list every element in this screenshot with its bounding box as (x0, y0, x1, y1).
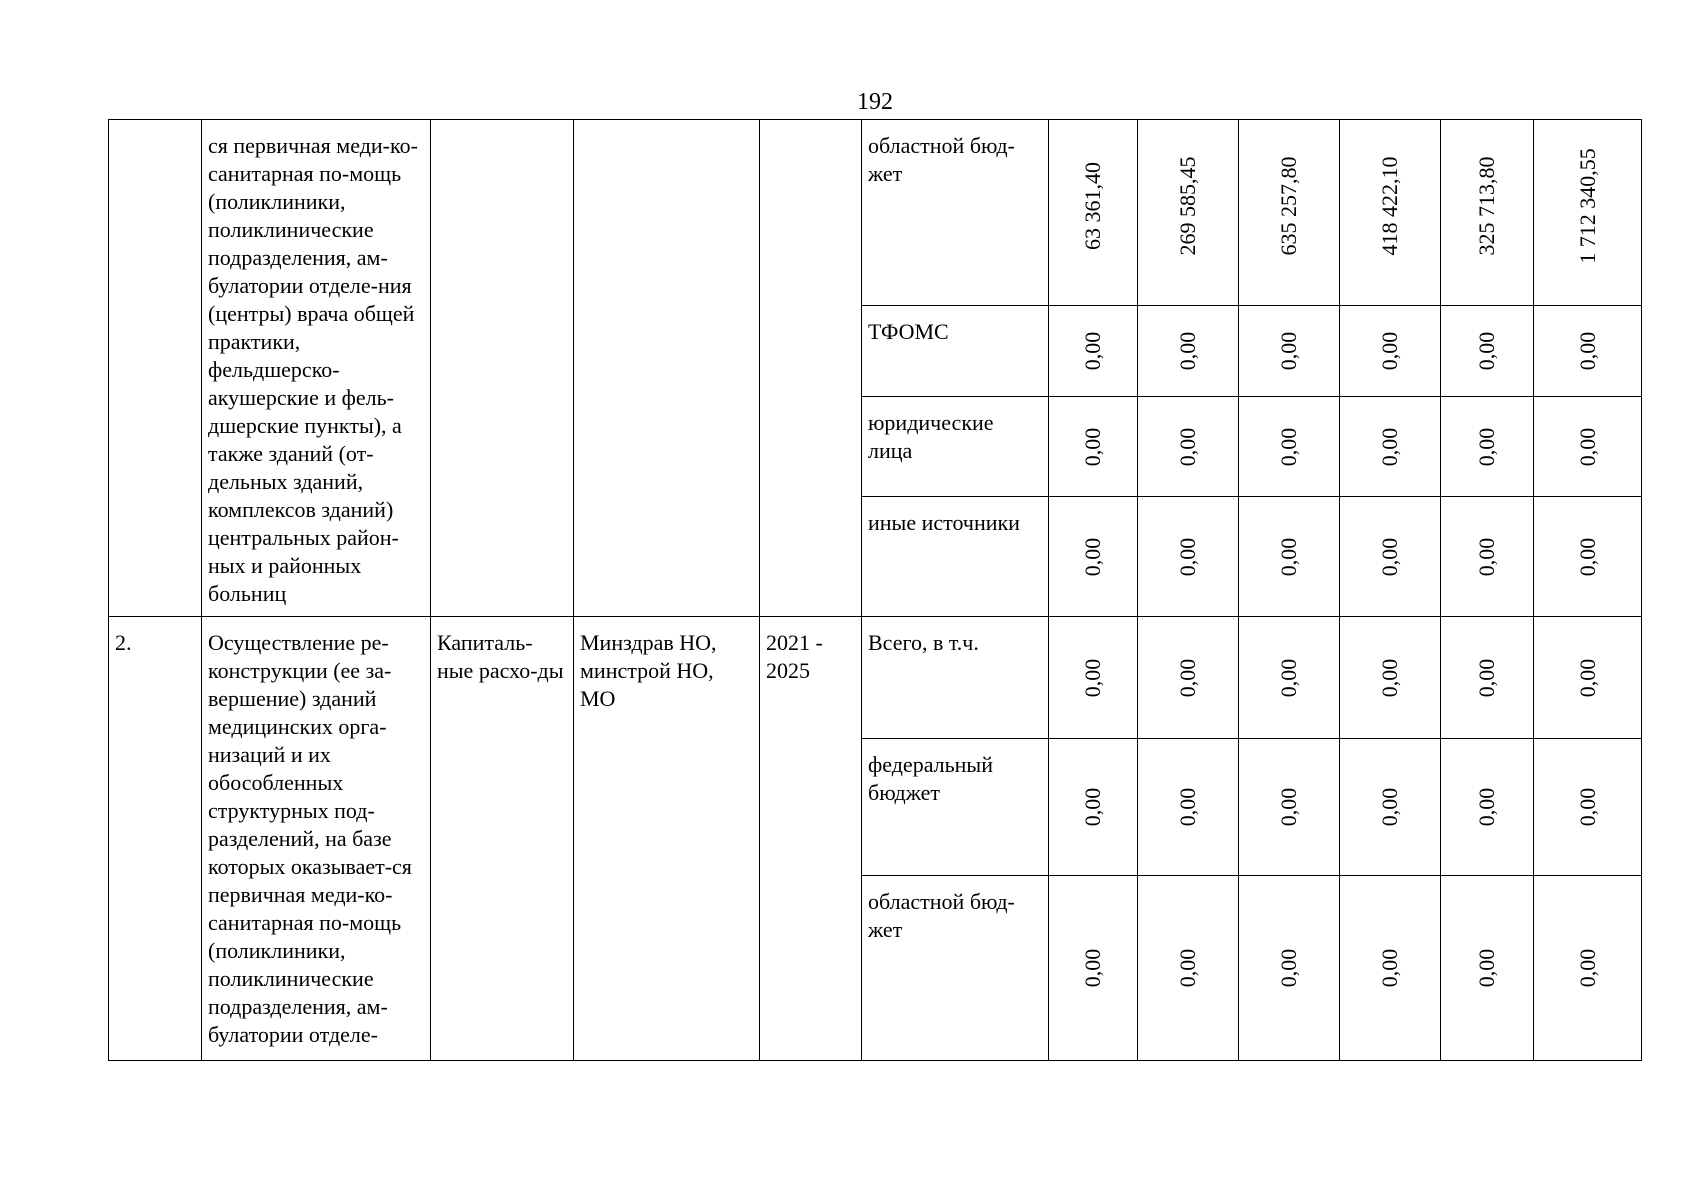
row-number-cell (109, 120, 202, 617)
value-text: 0,00 (1276, 658, 1301, 698)
value-text: 0,00 (1474, 948, 1499, 988)
executors: Минздрав НО, минстрой НО, МО (574, 617, 760, 1061)
value-text: 269 585,45 (1175, 156, 1200, 256)
value-cell (1534, 739, 1642, 876)
executors-cell (574, 120, 760, 617)
value-cell (1534, 397, 1642, 497)
value-cell (1534, 617, 1642, 739)
value-text: 63 361,40 (1080, 162, 1105, 250)
value-text: 0,00 (1080, 427, 1105, 467)
value-text: 0,00 (1574, 427, 1600, 467)
value-text: 0,00 (1377, 948, 1402, 988)
value-text: 0,00 (1276, 537, 1301, 577)
value-cell (1049, 617, 1138, 739)
value-text: 0,00 (1474, 331, 1499, 371)
funding-source: областной бюд-жет (862, 876, 1049, 1061)
row-number: 2. (109, 617, 202, 1061)
value-cell (1049, 397, 1138, 497)
value-cell (1441, 876, 1534, 1061)
value-cell (1138, 306, 1239, 397)
value-text: 0,00 (1574, 658, 1600, 698)
value-cell (1138, 617, 1239, 739)
value-cell (1049, 306, 1138, 397)
value-text: 0,00 (1276, 427, 1301, 467)
value-text: 0,00 (1175, 537, 1200, 577)
value-text: 0,00 (1080, 658, 1105, 698)
value-text: 0,00 (1377, 331, 1402, 371)
value-text: 0,00 (1474, 787, 1499, 827)
budget-table (108, 119, 1642, 1061)
value-cell (1340, 617, 1441, 739)
value-text: 0,00 (1377, 537, 1402, 577)
value-text: 0,00 (1080, 537, 1105, 577)
funding-source: юридические лица (862, 397, 1049, 497)
value-text: 0,00 (1377, 427, 1402, 467)
value-cell (1534, 306, 1642, 397)
value-text: 0,00 (1574, 537, 1600, 577)
value-text: 0,00 (1276, 787, 1301, 827)
value-cell (1441, 306, 1534, 397)
page-number: 192 (857, 89, 893, 115)
value-text: 0,00 (1175, 787, 1200, 827)
value-text: 0,00 (1474, 427, 1499, 467)
value-cell (1340, 306, 1441, 397)
measure-description: ся первичная меди-ко-санитарная по-мощь (поликлиники, поликлинические подразделения, ам-булатории отделе-ния (центры) врача общей практики, фельдшерско-акушерские и фель-дшерские пункты), а также зданий (от-дельных зданий, комплексов зданий) центральных район-ных и районных больниц (202, 120, 431, 617)
value-text: 325 713,80 (1474, 156, 1499, 256)
value-cell (1340, 120, 1441, 306)
value-cell (1239, 739, 1340, 876)
value-cell (1340, 876, 1441, 1061)
value-text: 0,00 (1175, 948, 1200, 988)
value-cell (1049, 120, 1138, 306)
expense-type: Капиталь-ные расхо-ды (431, 617, 574, 1061)
value-text: 635 257,80 (1276, 156, 1301, 256)
value-cell (1534, 497, 1642, 617)
value-text: 0,00 (1377, 658, 1402, 698)
value-cell (1534, 876, 1642, 1061)
value-cell (1239, 876, 1340, 1061)
value-cell (1049, 739, 1138, 876)
value-cell (1239, 617, 1340, 739)
funding-source: областной бюд-жет (862, 120, 1049, 306)
value-cell (1138, 497, 1239, 617)
value-text: 1 712 340,55 (1574, 148, 1600, 264)
value-text: 0,00 (1080, 787, 1105, 827)
value-cell (1239, 120, 1340, 306)
value-cell (1049, 876, 1138, 1061)
period-cell (760, 120, 862, 617)
value-text: 0,00 (1574, 948, 1600, 988)
value-text: 0,00 (1276, 948, 1301, 988)
value-cell (1138, 739, 1239, 876)
table-row (109, 617, 1642, 739)
value-text: 0,00 (1175, 427, 1200, 467)
value-text: 0,00 (1474, 658, 1499, 698)
value-text: 0,00 (1080, 948, 1105, 988)
funding-source: иные источники (862, 497, 1049, 617)
value-cell (1441, 497, 1534, 617)
value-cell (1441, 617, 1534, 739)
value-cell (1441, 739, 1534, 876)
value-cell (1049, 497, 1138, 617)
value-cell (1239, 397, 1340, 497)
value-cell (1441, 120, 1534, 306)
funding-source: Всего, в т.ч. (862, 617, 1049, 739)
value-text: 0,00 (1377, 787, 1402, 827)
funding-source: ТФОМС (862, 306, 1049, 397)
value-text: 0,00 (1175, 331, 1200, 371)
value-text: 418 422,10 (1377, 156, 1402, 256)
value-text: 0,00 (1574, 331, 1600, 371)
value-text: 0,00 (1474, 537, 1499, 577)
measure-description: Осуществление ре-конструкции (ее за-вершение) зданий медицинских орга-низаций и их обособленных структурных под-разделений, на базе которых оказывает-ся первичная меди-ко-санитарная по-мощь (поликлиники, поликлинические подразделения, ам-булатории отделе- (202, 617, 431, 1061)
value-cell (1239, 306, 1340, 397)
value-text: 0,00 (1574, 787, 1600, 827)
value-cell (1340, 497, 1441, 617)
value-cell (1138, 120, 1239, 306)
value-cell (1239, 497, 1340, 617)
value-text: 0,00 (1276, 331, 1301, 371)
value-text: 0,00 (1175, 658, 1200, 698)
value-text: 0,00 (1080, 331, 1105, 371)
table-row (109, 120, 1642, 306)
value-cell (1340, 397, 1441, 497)
value-cell (1534, 120, 1642, 306)
funding-source: федеральный бюджет (862, 739, 1049, 876)
value-cell (1441, 397, 1534, 497)
value-cell (1138, 876, 1239, 1061)
period: 2021 - 2025 (760, 617, 862, 1061)
value-cell (1340, 739, 1441, 876)
expense-type-cell (431, 120, 574, 617)
value-cell (1138, 397, 1239, 497)
